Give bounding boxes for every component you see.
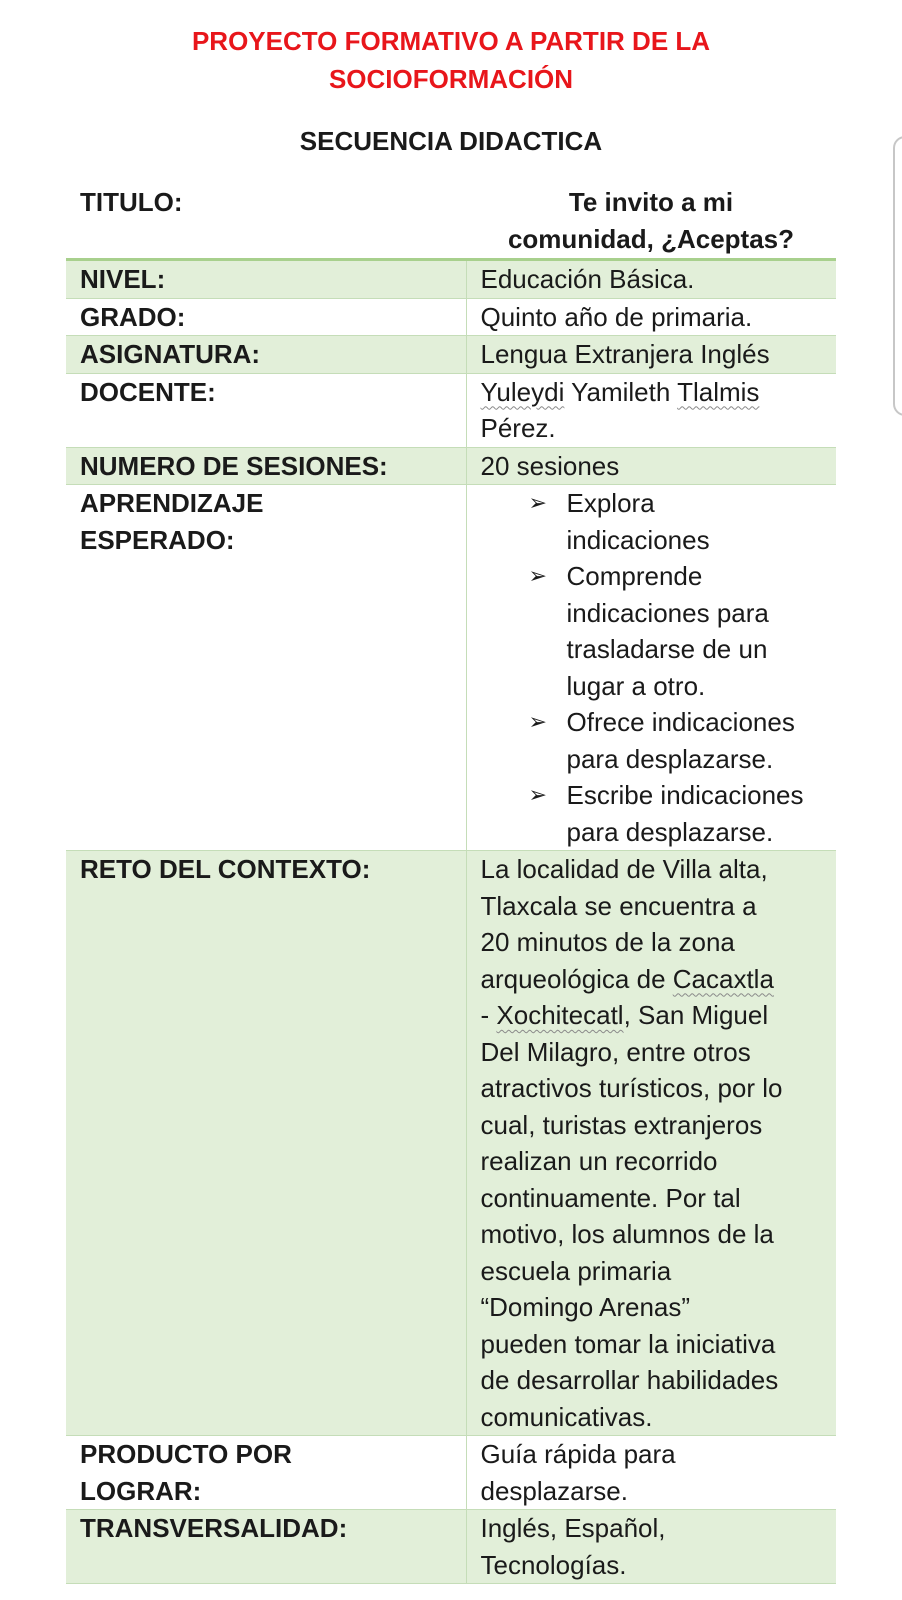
list-item (521, 704, 837, 777)
table-row-transversalidad (66, 1510, 836, 1584)
label-reto: RETO DEL CONTEXTO: (66, 851, 466, 1436)
list-item-line: Explora (566, 488, 655, 518)
list-item-line: Ofrece indicaciones (566, 707, 795, 737)
value-nivel: Educación Básica. (466, 260, 836, 299)
docente-line-2: Pérez. (480, 413, 556, 443)
scrollbar-edge[interactable] (893, 136, 902, 416)
list-item-line: indicaciones (566, 524, 710, 555)
arrow-bullet-icon: ➢ (528, 782, 547, 807)
arrow-bullet-icon: ➢ (528, 563, 547, 588)
producto-line-2: desplazarse. (480, 1475, 628, 1506)
aprendizaje-label-line-2: ESPERADO: (80, 524, 235, 555)
reto-line: - Xochitecatl, San Miguel (480, 1000, 769, 1030)
list-item-line: trasladarse de un (566, 634, 768, 664)
reto-line: Tlaxcala se encuentra a (480, 890, 757, 921)
spellcheck-word: Tlalmis (677, 376, 760, 407)
reto-line: continuamente. Por tal (480, 1182, 741, 1213)
reto-line: realizan un recorrido (480, 1146, 718, 1176)
table-row-grado (66, 298, 836, 336)
reto-line: arqueológica de Cacaxtla (480, 963, 774, 994)
table-row-reto (66, 851, 836, 1436)
reto-line: La localidad de Villa alta, (480, 854, 768, 884)
arrow-bullet-icon: ➢ (528, 709, 547, 734)
producto-line-1: Guía rápida para (480, 1439, 676, 1469)
value-titulo (466, 180, 836, 260)
value-producto (466, 1436, 836, 1510)
titulo-line-2: comunidad, ¿Aceptas? (507, 223, 795, 254)
table-row-docente (66, 373, 836, 447)
list-item-line: Escribe indicaciones (566, 780, 804, 810)
list-item-line: indicaciones para (566, 597, 769, 628)
spellcheck-word: Xochitecatl (496, 1000, 624, 1030)
reto-line: pueden tomar la iniciativa (480, 1328, 776, 1359)
docente-line-1 (481, 374, 837, 411)
label-titulo: TITULO: (66, 180, 466, 260)
reto-line: Del Milagro, entre otros (480, 1036, 751, 1067)
table-row-sesiones (66, 447, 836, 485)
aprendizaje-label-line-1: APRENDIZAJE (80, 488, 264, 518)
table-row-asignatura (66, 336, 836, 374)
document-subtitle: SECUENCIA DIDACTICA (299, 126, 603, 156)
value-grado: Quinto año de primaria. (466, 298, 836, 336)
reto-line: “Domingo Arenas” (480, 1292, 691, 1322)
docente-name-middle: Yamileth (564, 376, 678, 407)
list-item (521, 558, 837, 704)
label-aprendizaje (66, 485, 466, 851)
value-transversalidad (466, 1510, 836, 1584)
label-grado: GRADO: (66, 298, 466, 336)
producto-label-line-1: PRODUCTO POR (80, 1439, 292, 1469)
label-transversalidad: TRANSVERSALIDAD: (66, 1510, 466, 1584)
document-title (0, 22, 902, 98)
value-asignatura: Lengua Extranjera Inglés (466, 336, 836, 374)
label-docente: DOCENTE: (66, 373, 466, 447)
list-item-line: para desplazarse. (566, 816, 774, 847)
table-row-aprendizaje (66, 485, 836, 851)
spellcheck-word: Cacaxtla (672, 963, 774, 994)
list-item-line: lugar a otro. (566, 670, 706, 701)
transversalidad-line-1: Inglés, Español, (480, 1513, 666, 1543)
label-asignatura: ASIGNATURA: (66, 336, 466, 374)
transversalidad-line-2: Tecnologías. (480, 1549, 627, 1580)
title-line-2: SOCIOFORMACIÓN (328, 64, 574, 94)
list-item (521, 777, 837, 850)
title-line-1: PROYECTO FORMATIVO A PARTIR DE LA (191, 26, 711, 56)
reto-line: de desarrollar habilidades (480, 1365, 779, 1395)
label-sesiones: NUMERO DE SESIONES: (66, 447, 466, 485)
list-item-line: Comprende (566, 561, 703, 591)
spellcheck-word: Yuleydi (480, 376, 565, 407)
table-row-titulo (66, 180, 836, 260)
table-row-producto (66, 1436, 836, 1510)
label-producto (66, 1436, 466, 1510)
reto-line: 20 minutos de la zona (480, 927, 735, 957)
table-row-nivel (66, 260, 836, 299)
reto-line: atractivos turísticos, por lo (480, 1073, 783, 1103)
list-item (521, 485, 837, 558)
label-nivel: NIVEL: (66, 260, 466, 299)
value-aprendizaje (466, 485, 836, 851)
reto-line: comunicativas. (480, 1401, 653, 1432)
titulo-line-1: Te invito a mi (568, 187, 734, 217)
aprendizaje-list (481, 485, 837, 850)
list-item-line: para desplazarse. (566, 743, 774, 774)
producto-label-line-2: LOGRAR: (80, 1475, 202, 1506)
reto-line: escuela primaria (480, 1255, 672, 1286)
value-sesiones: 20 sesiones (466, 447, 836, 485)
info-table (66, 180, 836, 1584)
reto-line: cual, turistas extranjeros (480, 1109, 763, 1140)
arrow-bullet-icon: ➢ (528, 490, 547, 515)
value-reto (466, 851, 836, 1436)
reto-line: motivo, los alumnos de la (480, 1219, 774, 1249)
value-docente (466, 373, 836, 447)
